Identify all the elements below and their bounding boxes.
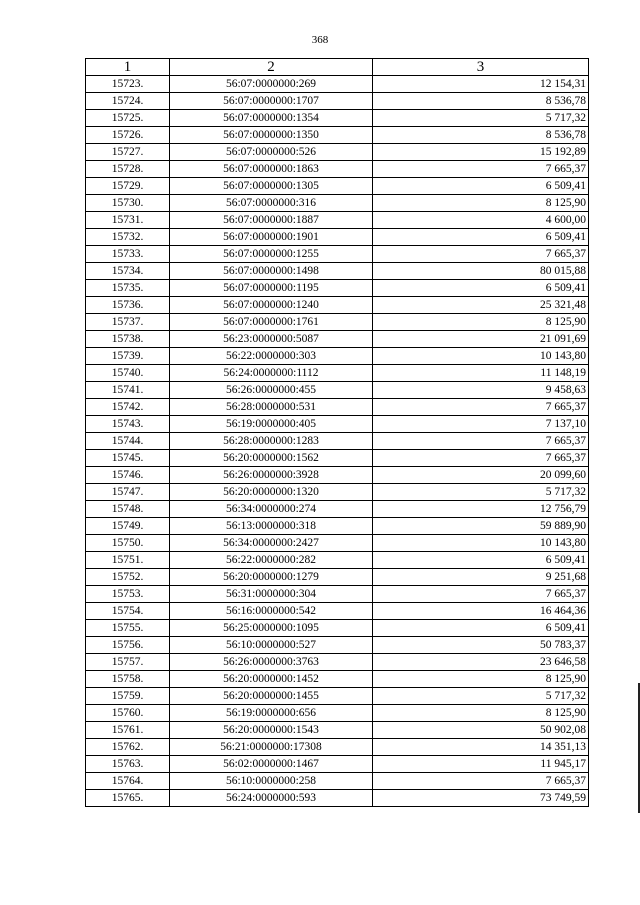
amount-cell: 14 351,13	[373, 739, 589, 756]
cadastral-number-cell: 56:20:0000000:1543	[170, 722, 373, 739]
cadastral-number-cell: 56:22:0000000:303	[170, 348, 373, 365]
table-row	[86, 518, 589, 535]
amount-cell: 10 143,80	[373, 348, 589, 365]
page-number: 368	[311, 34, 329, 46]
cadastral-number-cell: 56:20:0000000:1320	[170, 484, 373, 501]
row-number-cell: 15754.	[86, 603, 170, 620]
column-header-1: 1	[86, 59, 170, 76]
amount-cell: 5 717,32	[373, 688, 589, 705]
amount-cell: 16 464,36	[373, 603, 589, 620]
table-row	[86, 739, 589, 756]
amount-cell: 12 154,31	[373, 76, 589, 93]
amount-cell: 20 099,60	[373, 467, 589, 484]
table-row	[86, 229, 589, 246]
table-body	[86, 76, 589, 807]
table-row	[86, 280, 589, 297]
amount-cell: 9 458,63	[373, 382, 589, 399]
cadastral-number-cell: 56:28:0000000:531	[170, 399, 373, 416]
row-number-cell: 15757.	[86, 654, 170, 671]
row-number-cell: 15742.	[86, 399, 170, 416]
cadastral-number-cell: 56:26:0000000:455	[170, 382, 373, 399]
row-number-cell: 15738.	[86, 331, 170, 348]
amount-cell: 8 536,78	[373, 127, 589, 144]
cadastral-number-cell: 56:22:0000000:282	[170, 552, 373, 569]
row-number-cell: 15734.	[86, 263, 170, 280]
amount-cell: 7 665,37	[373, 399, 589, 416]
row-number-cell: 15745.	[86, 450, 170, 467]
row-number-cell: 15752.	[86, 569, 170, 586]
amount-cell: 10 143,80	[373, 535, 589, 552]
cadastral-number-cell: 56:20:0000000:1279	[170, 569, 373, 586]
row-number-cell: 15736.	[86, 297, 170, 314]
cadastral-number-cell: 56:07:0000000:1761	[170, 314, 373, 331]
table-row	[86, 620, 589, 637]
cadastral-number-cell: 56:07:0000000:1305	[170, 178, 373, 195]
cadastral-number-cell: 56:21:0000000:17308	[170, 739, 373, 756]
cadastral-number-cell: 56:02:0000000:1467	[170, 756, 373, 773]
cadastral-number-cell: 56:07:0000000:1901	[170, 229, 373, 246]
cadastral-number-cell: 56:10:0000000:258	[170, 773, 373, 790]
amount-cell: 7 665,37	[373, 246, 589, 263]
cadastral-number-cell: 56:28:0000000:1283	[170, 433, 373, 450]
column-header-3: 3	[373, 59, 589, 76]
table-row	[86, 654, 589, 671]
cadastral-number-cell: 56:20:0000000:1562	[170, 450, 373, 467]
row-number-cell: 15749.	[86, 518, 170, 535]
cadastral-number-cell: 56:07:0000000:1887	[170, 212, 373, 229]
cadastral-number-cell: 56:07:0000000:316	[170, 195, 373, 212]
cadastral-number-cell: 56:23:0000000:5087	[170, 331, 373, 348]
row-number-cell: 15744.	[86, 433, 170, 450]
table-row	[86, 501, 589, 518]
table-row	[86, 671, 589, 688]
table-row	[86, 637, 589, 654]
amount-cell: 8 125,90	[373, 195, 589, 212]
table-row	[86, 399, 589, 416]
table-row	[86, 246, 589, 263]
table-row	[86, 365, 589, 382]
cadastral-number-cell: 56:31:0000000:304	[170, 586, 373, 603]
amount-cell: 8 125,90	[373, 705, 589, 722]
row-number-cell: 15761.	[86, 722, 170, 739]
row-number-cell: 15737.	[86, 314, 170, 331]
table-row	[86, 314, 589, 331]
table-row	[86, 127, 589, 144]
row-number-cell: 15731.	[86, 212, 170, 229]
table-row	[86, 569, 589, 586]
cadastral-number-cell: 56:25:0000000:1095	[170, 620, 373, 637]
table-row	[86, 535, 589, 552]
row-number-cell: 15724.	[86, 93, 170, 110]
cadastral-number-cell: 56:07:0000000:1354	[170, 110, 373, 127]
amount-cell: 6 509,41	[373, 229, 589, 246]
cadastral-number-cell: 56:34:0000000:274	[170, 501, 373, 518]
amount-cell: 7 137,10	[373, 416, 589, 433]
row-number-cell: 15760.	[86, 705, 170, 722]
cadastral-number-cell: 56:07:0000000:526	[170, 144, 373, 161]
cadastral-number-cell: 56:10:0000000:527	[170, 637, 373, 654]
row-number-cell: 15758.	[86, 671, 170, 688]
amount-cell: 23 646,58	[373, 654, 589, 671]
cadastral-number-cell: 56:19:0000000:656	[170, 705, 373, 722]
cadastral-number-cell: 56:16:0000000:542	[170, 603, 373, 620]
amount-cell: 7 665,37	[373, 433, 589, 450]
row-number-cell: 15725.	[86, 110, 170, 127]
row-number-cell: 15759.	[86, 688, 170, 705]
row-number-cell: 15753.	[86, 586, 170, 603]
cadastral-number-cell: 56:07:0000000:269	[170, 76, 373, 93]
table-row	[86, 773, 589, 790]
row-number-cell: 15729.	[86, 178, 170, 195]
amount-cell: 50 783,37	[373, 637, 589, 654]
cadastral-number-cell: 56:24:0000000:1112	[170, 365, 373, 382]
row-number-cell: 15732.	[86, 229, 170, 246]
row-number-cell: 15741.	[86, 382, 170, 399]
amount-cell: 8 536,78	[373, 93, 589, 110]
row-number-cell: 15743.	[86, 416, 170, 433]
amount-cell: 11 148,19	[373, 365, 589, 382]
cadastral-number-cell: 56:07:0000000:1498	[170, 263, 373, 280]
cadastral-number-cell: 56:07:0000000:1350	[170, 127, 373, 144]
table-row	[86, 331, 589, 348]
table-row	[86, 467, 589, 484]
table-row	[86, 790, 589, 807]
row-number-cell: 15750.	[86, 535, 170, 552]
amount-cell: 25 321,48	[373, 297, 589, 314]
table-row	[86, 144, 589, 161]
table-row	[86, 722, 589, 739]
row-number-cell: 15748.	[86, 501, 170, 518]
table-row	[86, 212, 589, 229]
amount-cell: 12 756,79	[373, 501, 589, 518]
amount-cell: 5 717,32	[373, 484, 589, 501]
amount-cell: 7 665,37	[373, 450, 589, 467]
cadastral-number-cell: 56:07:0000000:1255	[170, 246, 373, 263]
amount-cell: 6 509,41	[373, 620, 589, 637]
row-number-cell: 15728.	[86, 161, 170, 178]
cadastral-number-cell: 56:19:0000000:405	[170, 416, 373, 433]
table-row	[86, 382, 589, 399]
cadastral-number-cell: 56:34:0000000:2427	[170, 535, 373, 552]
column-header-2: 2	[170, 59, 373, 76]
table-row	[86, 93, 589, 110]
table-row	[86, 450, 589, 467]
table-row	[86, 586, 589, 603]
amount-cell: 50 902,08	[373, 722, 589, 739]
amount-cell: 6 509,41	[373, 280, 589, 297]
amount-cell: 7 665,37	[373, 586, 589, 603]
amount-cell: 9 251,68	[373, 569, 589, 586]
row-number-cell: 15733.	[86, 246, 170, 263]
amount-cell: 8 125,90	[373, 314, 589, 331]
table-row	[86, 161, 589, 178]
amount-cell: 80 015,88	[373, 263, 589, 280]
amount-cell: 7 665,37	[373, 773, 589, 790]
row-number-cell: 15747.	[86, 484, 170, 501]
cadastral-number-cell: 56:24:0000000:593	[170, 790, 373, 807]
row-number-cell: 15764.	[86, 773, 170, 790]
row-number-cell: 15765.	[86, 790, 170, 807]
table-row	[86, 110, 589, 127]
table-row	[86, 263, 589, 280]
row-number-cell: 15756.	[86, 637, 170, 654]
table-row	[86, 552, 589, 569]
table-row	[86, 297, 589, 314]
amount-cell: 6 509,41	[373, 552, 589, 569]
amount-cell: 11 945,17	[373, 756, 589, 773]
cadastral-number-cell: 56:07:0000000:1195	[170, 280, 373, 297]
cadastral-number-cell: 56:07:0000000:1707	[170, 93, 373, 110]
row-number-cell: 15751.	[86, 552, 170, 569]
cadastral-number-cell: 56:26:0000000:3928	[170, 467, 373, 484]
amount-cell: 59 889,90	[373, 518, 589, 535]
row-number-cell: 15740.	[86, 365, 170, 382]
table-row	[86, 433, 589, 450]
table-row	[86, 416, 589, 433]
amount-cell: 4 600,00	[373, 212, 589, 229]
amount-cell: 8 125,90	[373, 671, 589, 688]
row-number-cell: 15739.	[86, 348, 170, 365]
row-number-cell: 15723.	[86, 76, 170, 93]
cadastral-number-cell: 56:07:0000000:1240	[170, 297, 373, 314]
table-row	[86, 705, 589, 722]
table-row	[86, 348, 589, 365]
table-row	[86, 195, 589, 212]
row-number-cell: 15735.	[86, 280, 170, 297]
row-number-cell: 15726.	[86, 127, 170, 144]
row-number-cell: 15762.	[86, 739, 170, 756]
amount-cell: 15 192,89	[373, 144, 589, 161]
row-number-cell: 15755.	[86, 620, 170, 637]
cadastral-number-cell: 56:07:0000000:1863	[170, 161, 373, 178]
cadastral-number-cell: 56:20:0000000:1452	[170, 671, 373, 688]
cadastral-number-cell: 56:26:0000000:3763	[170, 654, 373, 671]
amount-cell: 21 091,69	[373, 331, 589, 348]
registry-table	[85, 58, 589, 807]
row-number-cell: 15763.	[86, 756, 170, 773]
amount-cell: 5 717,32	[373, 110, 589, 127]
row-number-cell: 15746.	[86, 467, 170, 484]
table-row	[86, 688, 589, 705]
row-number-cell: 15730.	[86, 195, 170, 212]
amount-cell: 73 749,59	[373, 790, 589, 807]
cadastral-number-cell: 56:20:0000000:1455	[170, 688, 373, 705]
table-row	[86, 484, 589, 501]
table-row	[86, 603, 589, 620]
row-number-cell: 15727.	[86, 144, 170, 161]
table-row	[86, 178, 589, 195]
amount-cell: 7 665,37	[373, 161, 589, 178]
table-header-row	[86, 59, 589, 76]
table-row	[86, 76, 589, 93]
cadastral-number-cell: 56:13:0000000:318	[170, 518, 373, 535]
table-row	[86, 756, 589, 773]
amount-cell: 6 509,41	[373, 178, 589, 195]
